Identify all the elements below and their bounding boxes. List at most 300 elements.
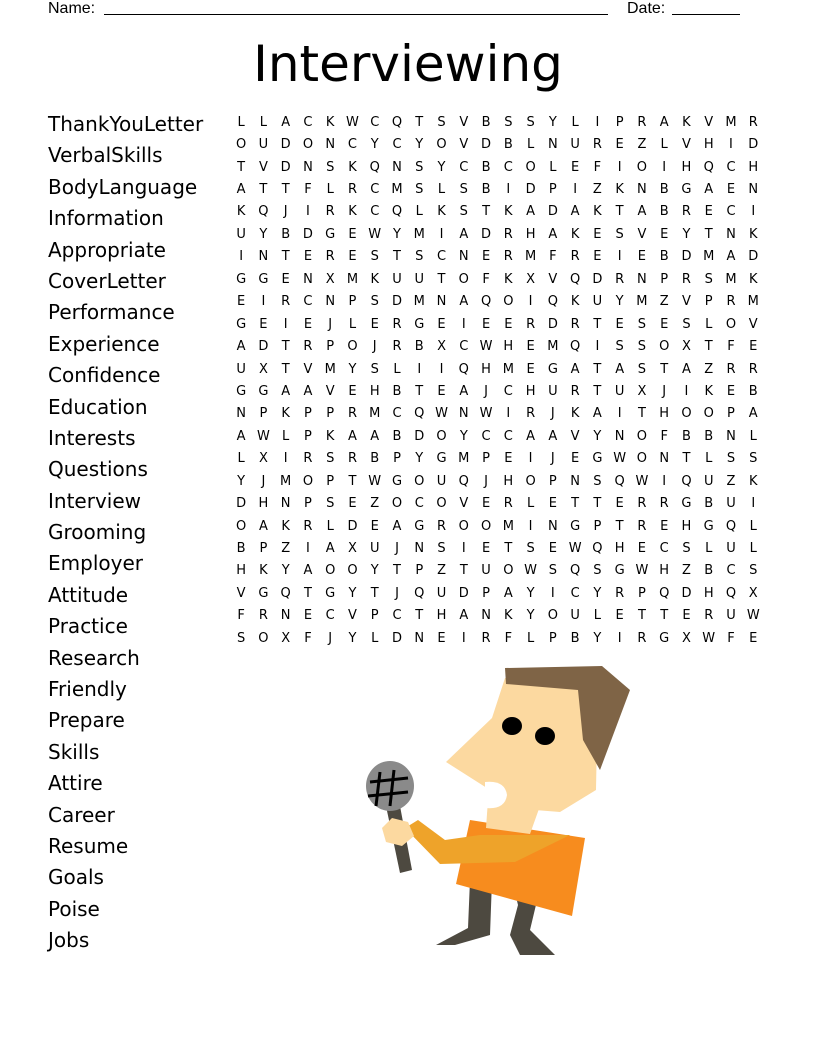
grid-cell[interactable]: M xyxy=(725,271,737,287)
grid-cell[interactable]: R xyxy=(347,182,357,198)
grid-cell[interactable]: Z xyxy=(704,361,714,377)
grid-cell[interactable]: T xyxy=(637,406,646,422)
grid-cell[interactable]: J xyxy=(328,630,333,646)
grid-cell[interactable]: K xyxy=(281,406,290,422)
grid-cell[interactable]: E xyxy=(481,541,491,557)
grid-cell[interactable]: Z xyxy=(659,294,669,310)
grid-cell[interactable]: O xyxy=(525,473,536,489)
grid-cell[interactable]: Y xyxy=(348,585,357,601)
grid-cell[interactable]: Q xyxy=(480,294,492,310)
grid-cell[interactable]: I xyxy=(439,361,444,377)
grid-cell[interactable]: Q xyxy=(703,159,714,175)
grid-cell[interactable]: Y xyxy=(437,159,446,175)
grid-cell[interactable]: A xyxy=(548,226,558,242)
grid-cell[interactable]: T xyxy=(281,249,290,265)
grid-cell[interactable]: L xyxy=(749,518,757,534)
grid-cell[interactable]: S xyxy=(326,451,335,467)
grid-cell[interactable]: W xyxy=(568,541,582,557)
grid-cell[interactable]: I xyxy=(506,182,511,198)
grid-cell[interactable]: T xyxy=(571,496,580,512)
grid-cell[interactable]: W xyxy=(746,608,760,624)
grid-cell[interactable]: A xyxy=(459,608,469,624)
grid-cell[interactable]: P xyxy=(393,451,401,467)
grid-cell[interactable]: O xyxy=(703,406,714,422)
grid-cell[interactable]: C xyxy=(726,204,736,220)
grid-cell[interactable]: X xyxy=(526,271,536,287)
grid-cell[interactable]: E xyxy=(571,159,580,175)
grid-cell[interactable]: P xyxy=(482,585,490,601)
grid-cell[interactable]: J xyxy=(484,473,488,489)
grid-cell[interactable]: M xyxy=(346,271,359,287)
grid-cell[interactable]: I xyxy=(662,159,667,175)
grid-cell[interactable]: I xyxy=(239,249,244,265)
grid-cell[interactable]: L xyxy=(571,114,579,130)
grid-cell[interactable]: E xyxy=(281,271,290,287)
grid-cell[interactable]: A xyxy=(459,226,469,242)
grid-cell[interactable]: I xyxy=(506,406,511,422)
grid-cell[interactable]: E xyxy=(548,541,557,557)
grid-cell[interactable]: W xyxy=(256,428,270,444)
grid-cell[interactable]: C xyxy=(481,428,491,444)
grid-cell[interactable]: I xyxy=(461,630,466,646)
grid-cell[interactable]: P xyxy=(326,473,335,489)
grid-cell[interactable]: D xyxy=(525,182,536,198)
grid-cell[interactable]: B xyxy=(659,182,669,198)
grid-cell[interactable]: R xyxy=(637,114,647,130)
grid-cell[interactable]: I xyxy=(729,137,733,153)
grid-cell[interactable]: H xyxy=(659,406,670,422)
grid-cell[interactable]: U xyxy=(236,361,246,377)
grid-cell[interactable]: S xyxy=(370,361,379,377)
grid-cell[interactable]: E xyxy=(481,316,491,332)
grid-cell[interactable]: R xyxy=(392,316,402,332)
grid-cell[interactable]: M xyxy=(502,518,514,534)
grid-cell[interactable]: L xyxy=(526,630,535,646)
grid-cell[interactable]: A xyxy=(704,182,714,198)
grid-cell[interactable]: Y xyxy=(415,451,424,467)
grid-cell[interactable]: B xyxy=(681,428,691,444)
grid-cell[interactable]: R xyxy=(704,608,714,624)
grid-cell[interactable]: N xyxy=(547,518,558,534)
grid-cell[interactable]: C xyxy=(370,114,380,130)
grid-cell[interactable]: N xyxy=(547,137,558,153)
grid-cell[interactable]: G xyxy=(236,383,247,399)
grid-cell[interactable]: R xyxy=(303,339,313,355)
grid-cell[interactable]: P xyxy=(348,294,357,310)
grid-cell[interactable]: Z xyxy=(592,182,602,198)
grid-cell[interactable]: P xyxy=(660,271,669,287)
grid-cell[interactable]: E xyxy=(548,496,557,512)
grid-cell[interactable]: V xyxy=(748,316,758,332)
grid-cell[interactable]: T xyxy=(437,271,446,287)
grid-cell[interactable]: R xyxy=(281,294,291,310)
grid-cell[interactable]: A xyxy=(526,428,536,444)
grid-cell[interactable]: W xyxy=(435,406,448,422)
grid-cell[interactable]: F xyxy=(482,271,490,287)
grid-cell[interactable]: O xyxy=(547,608,558,624)
grid-cell[interactable]: S xyxy=(637,339,647,355)
grid-cell[interactable]: U xyxy=(258,137,269,153)
grid-cell[interactable]: E xyxy=(749,630,758,646)
grid-cell[interactable]: V xyxy=(459,496,469,512)
grid-cell[interactable]: M xyxy=(280,473,292,489)
grid-cell[interactable]: Z xyxy=(637,137,647,153)
grid-cell[interactable]: H xyxy=(503,473,514,489)
grid-cell[interactable]: Q xyxy=(547,294,558,310)
grid-cell[interactable]: V xyxy=(637,226,647,242)
grid-cell[interactable]: U xyxy=(436,473,447,489)
grid-cell[interactable]: N xyxy=(280,496,291,512)
grid-cell[interactable]: D xyxy=(681,585,692,601)
grid-cell[interactable]: Y xyxy=(526,608,535,624)
grid-cell[interactable]: Q xyxy=(570,563,581,579)
grid-cell[interactable]: H xyxy=(436,608,447,624)
grid-cell[interactable]: J xyxy=(328,316,333,332)
grid-cell[interactable]: S xyxy=(459,204,468,220)
grid-cell[interactable]: E xyxy=(726,383,736,399)
grid-cell[interactable]: B xyxy=(704,428,714,444)
grid-cell[interactable]: R xyxy=(570,316,580,332)
grid-cell[interactable]: N xyxy=(392,159,402,175)
grid-cell[interactable]: N xyxy=(325,294,336,310)
grid-cell[interactable]: K xyxy=(370,271,379,287)
grid-cell[interactable]: G xyxy=(236,271,247,287)
grid-cell[interactable]: Q xyxy=(458,473,469,489)
grid-cell[interactable]: A xyxy=(526,204,536,220)
grid-cell[interactable]: U xyxy=(614,383,625,399)
grid-cell[interactable]: O xyxy=(458,518,469,534)
grid-cell[interactable]: V xyxy=(681,137,691,153)
grid-cell[interactable]: X xyxy=(258,361,268,377)
grid-cell[interactable]: G xyxy=(391,473,403,489)
grid-cell[interactable]: Z xyxy=(281,541,291,557)
grid-cell[interactable]: O xyxy=(302,137,314,153)
grid-cell[interactable]: A xyxy=(570,204,580,220)
grid-cell[interactable]: T xyxy=(459,563,468,579)
grid-cell[interactable]: P xyxy=(727,406,735,422)
grid-cell[interactable]: T xyxy=(682,451,691,467)
grid-cell[interactable]: C xyxy=(392,406,402,422)
grid-cell[interactable]: I xyxy=(261,294,266,310)
date-field[interactable] xyxy=(672,14,740,15)
grid-cell[interactable]: R xyxy=(437,518,447,534)
grid-cell[interactable]: I xyxy=(684,383,689,399)
grid-cell[interactable]: T xyxy=(593,316,602,332)
grid-cell[interactable]: N xyxy=(481,608,491,624)
grid-cell[interactable]: Y xyxy=(593,428,602,444)
grid-cell[interactable]: D xyxy=(681,249,692,265)
grid-cell[interactable]: T xyxy=(593,496,602,512)
grid-cell[interactable]: Y xyxy=(393,226,401,242)
grid-cell[interactable]: K xyxy=(570,294,580,310)
grid-cell[interactable]: Z xyxy=(726,473,736,489)
grid-cell[interactable]: C xyxy=(570,585,580,601)
grid-cell[interactable]: R xyxy=(637,518,647,534)
grid-cell[interactable]: E xyxy=(749,339,758,355)
grid-cell[interactable]: G xyxy=(592,451,603,467)
grid-cell[interactable]: Q xyxy=(414,406,425,422)
grid-cell[interactable]: D xyxy=(547,316,558,332)
grid-cell[interactable]: E xyxy=(481,249,491,265)
grid-cell[interactable]: T xyxy=(281,361,290,377)
grid-cell[interactable]: A xyxy=(637,204,647,220)
grid-cell[interactable]: S xyxy=(637,361,647,377)
grid-cell[interactable]: M xyxy=(747,294,759,310)
grid-cell[interactable]: I xyxy=(306,204,310,220)
grid-cell[interactable]: S xyxy=(370,249,379,265)
grid-cell[interactable]: G xyxy=(258,271,269,287)
grid-cell[interactable]: K xyxy=(748,473,758,489)
grid-cell[interactable]: U xyxy=(436,585,447,601)
grid-cell[interactable]: I xyxy=(617,249,622,265)
grid-cell[interactable]: M xyxy=(413,294,425,310)
grid-cell[interactable]: X xyxy=(325,271,335,287)
grid-cell[interactable]: E xyxy=(704,204,713,220)
grid-cell[interactable]: O xyxy=(258,630,269,646)
grid-cell[interactable]: T xyxy=(348,473,357,489)
grid-cell[interactable]: E xyxy=(615,316,624,332)
grid-cell[interactable]: G xyxy=(414,518,425,534)
grid-cell[interactable]: Y xyxy=(526,585,535,601)
grid-cell[interactable]: N xyxy=(458,249,469,265)
grid-cell[interactable]: G xyxy=(414,316,425,332)
grid-cell[interactable]: S xyxy=(437,114,446,130)
grid-cell[interactable]: R xyxy=(659,496,669,512)
grid-cell[interactable]: B xyxy=(748,383,758,399)
grid-cell[interactable]: I xyxy=(439,226,444,242)
grid-cell[interactable]: R xyxy=(325,249,335,265)
grid-cell[interactable]: A xyxy=(236,428,246,444)
grid-cell[interactable]: U xyxy=(392,271,402,287)
grid-cell[interactable]: C xyxy=(370,182,380,198)
grid-cell[interactable]: O xyxy=(480,518,492,534)
grid-cell[interactable]: S xyxy=(682,541,691,557)
grid-cell[interactable]: W xyxy=(346,114,359,130)
grid-cell[interactable]: S xyxy=(326,496,335,512)
grid-cell[interactable]: R xyxy=(526,316,536,332)
grid-cell[interactable]: W xyxy=(613,451,627,467)
grid-cell[interactable]: R xyxy=(503,226,513,242)
grid-cell[interactable]: E xyxy=(303,608,313,624)
grid-cell[interactable]: D xyxy=(458,585,469,601)
grid-cell[interactable]: R xyxy=(726,361,736,377)
grid-cell[interactable]: H xyxy=(525,226,536,242)
grid-cell[interactable]: C xyxy=(392,137,402,153)
grid-cell[interactable]: K xyxy=(748,271,758,287)
grid-cell[interactable]: Q xyxy=(391,114,403,130)
grid-cell[interactable]: H xyxy=(525,383,536,399)
grid-cell[interactable]: N xyxy=(414,630,425,646)
grid-cell[interactable]: E xyxy=(615,137,624,153)
grid-cell[interactable]: O xyxy=(302,473,314,489)
grid-cell[interactable]: Y xyxy=(548,114,557,130)
grid-cell[interactable]: A xyxy=(503,585,513,601)
grid-cell[interactable]: R xyxy=(481,630,491,646)
grid-cell[interactable]: U xyxy=(726,608,736,624)
grid-cell[interactable]: E xyxy=(504,316,513,332)
grid-cell[interactable]: R xyxy=(592,137,602,153)
grid-cell[interactable]: Y xyxy=(415,137,424,153)
grid-cell[interactable]: L xyxy=(660,137,668,153)
grid-cell[interactable]: Q xyxy=(458,361,469,377)
grid-cell[interactable]: I xyxy=(573,182,578,198)
grid-cell[interactable]: B xyxy=(481,114,491,130)
grid-cell[interactable]: L xyxy=(705,316,713,332)
grid-cell[interactable]: W xyxy=(479,339,493,355)
grid-cell[interactable]: S xyxy=(415,159,424,175)
grid-cell[interactable]: E xyxy=(437,383,446,399)
grid-cell[interactable]: T xyxy=(704,339,713,355)
grid-cell[interactable]: Q xyxy=(614,473,625,489)
grid-cell[interactable]: P xyxy=(304,428,312,444)
grid-cell[interactable]: K xyxy=(259,563,268,579)
grid-cell[interactable]: B xyxy=(503,137,513,153)
grid-cell[interactable]: W xyxy=(702,630,716,646)
grid-cell[interactable]: R xyxy=(570,383,580,399)
grid-cell[interactable]: K xyxy=(504,608,513,624)
grid-cell[interactable]: D xyxy=(748,137,759,153)
grid-cell[interactable]: A xyxy=(392,518,402,534)
grid-cell[interactable]: P xyxy=(259,541,268,557)
grid-cell[interactable]: S xyxy=(370,294,379,310)
grid-cell[interactable]: B xyxy=(659,249,669,265)
grid-cell[interactable]: H xyxy=(614,541,625,557)
grid-cell[interactable]: C xyxy=(726,563,736,579)
grid-cell[interactable]: L xyxy=(393,361,401,377)
grid-cell[interactable]: R xyxy=(503,496,513,512)
grid-cell[interactable]: F xyxy=(727,630,735,646)
grid-cell[interactable]: O xyxy=(636,159,648,175)
grid-cell[interactable]: Y xyxy=(370,137,379,153)
grid-cell[interactable]: M xyxy=(524,249,537,265)
grid-cell[interactable]: L xyxy=(526,137,535,153)
grid-cell[interactable]: R xyxy=(615,585,625,601)
grid-cell[interactable]: I xyxy=(751,496,756,512)
grid-cell[interactable]: L xyxy=(437,182,446,198)
grid-cell[interactable]: L xyxy=(526,496,535,512)
grid-cell[interactable]: L xyxy=(237,114,245,130)
grid-cell[interactable]: T xyxy=(615,518,624,534)
grid-cell[interactable]: S xyxy=(237,630,246,646)
grid-cell[interactable]: H xyxy=(681,518,692,534)
grid-cell[interactable]: J xyxy=(372,339,377,355)
grid-cell[interactable]: A xyxy=(570,361,580,377)
grid-cell[interactable]: T xyxy=(281,339,290,355)
grid-cell[interactable]: Z xyxy=(370,496,380,512)
grid-cell[interactable]: X xyxy=(258,451,268,467)
grid-cell[interactable]: O xyxy=(347,339,358,355)
grid-cell[interactable]: N xyxy=(726,226,736,242)
grid-cell[interactable]: P xyxy=(615,114,624,130)
grid-cell[interactable]: W xyxy=(368,473,382,489)
grid-cell[interactable]: G xyxy=(614,563,625,579)
grid-cell[interactable]: N xyxy=(614,428,625,444)
grid-cell[interactable]: J xyxy=(395,585,399,601)
grid-cell[interactable]: K xyxy=(325,428,335,444)
grid-cell[interactable]: V xyxy=(548,271,558,287)
grid-cell[interactable]: N xyxy=(637,182,647,198)
grid-cell[interactable]: T xyxy=(637,608,646,624)
grid-cell[interactable]: G xyxy=(325,585,336,601)
grid-cell[interactable]: C xyxy=(726,159,736,175)
grid-cell[interactable]: C xyxy=(325,608,335,624)
grid-cell[interactable]: K xyxy=(504,271,513,287)
grid-cell[interactable]: E xyxy=(370,518,379,534)
grid-cell[interactable]: I xyxy=(617,630,622,646)
grid-cell[interactable]: L xyxy=(259,114,268,130)
grid-cell[interactable]: T xyxy=(660,361,669,377)
grid-cell[interactable]: G xyxy=(258,585,269,601)
grid-cell[interactable]: D xyxy=(414,428,425,444)
grid-cell[interactable]: C xyxy=(503,159,513,175)
grid-cell[interactable]: Q xyxy=(659,585,670,601)
grid-cell[interactable]: G xyxy=(681,182,692,198)
grid-cell[interactable]: P xyxy=(304,496,312,512)
grid-cell[interactable]: I xyxy=(528,518,533,534)
grid-cell[interactable]: R xyxy=(681,271,691,287)
grid-cell[interactable]: Y xyxy=(237,473,246,489)
grid-cell[interactable]: J xyxy=(395,541,399,557)
grid-cell[interactable]: A xyxy=(281,383,291,399)
grid-cell[interactable]: T xyxy=(593,361,602,377)
grid-cell[interactable]: S xyxy=(593,563,602,579)
grid-cell[interactable]: D xyxy=(347,518,358,534)
grid-cell[interactable]: L xyxy=(705,451,713,467)
grid-cell[interactable]: S xyxy=(415,249,424,265)
grid-cell[interactable]: L xyxy=(749,541,757,557)
grid-cell[interactable]: E xyxy=(660,316,669,332)
grid-cell[interactable]: H xyxy=(369,383,380,399)
grid-cell[interactable]: E xyxy=(303,316,313,332)
grid-cell[interactable]: U xyxy=(481,563,491,579)
grid-cell[interactable]: H xyxy=(236,563,247,579)
grid-cell[interactable]: T xyxy=(281,182,290,198)
grid-cell[interactable]: R xyxy=(347,451,357,467)
grid-cell[interactable]: Q xyxy=(258,204,269,220)
grid-cell[interactable]: L xyxy=(237,451,245,467)
grid-cell[interactable]: H xyxy=(703,585,714,601)
grid-cell[interactable]: N xyxy=(637,271,647,287)
grid-cell[interactable]: C xyxy=(659,541,669,557)
grid-cell[interactable]: A xyxy=(236,182,246,198)
grid-cell[interactable]: D xyxy=(258,339,269,355)
grid-cell[interactable]: L xyxy=(705,541,713,557)
grid-cell[interactable]: I xyxy=(595,114,600,130)
grid-cell[interactable]: S xyxy=(459,182,468,198)
grid-cell[interactable]: U xyxy=(548,383,558,399)
grid-cell[interactable]: Z xyxy=(437,563,446,579)
grid-cell[interactable]: T xyxy=(704,226,713,242)
grid-cell[interactable]: Y xyxy=(459,428,468,444)
grid-cell[interactable]: P xyxy=(259,406,268,422)
grid-cell[interactable]: L xyxy=(326,182,334,198)
grid-cell[interactable]: R xyxy=(303,451,313,467)
grid-cell[interactable]: T xyxy=(415,114,424,130)
grid-cell[interactable]: G xyxy=(236,316,247,332)
grid-cell[interactable]: A xyxy=(258,518,268,534)
grid-cell[interactable]: C xyxy=(459,159,469,175)
grid-cell[interactable]: X xyxy=(681,630,691,646)
grid-cell[interactable]: X xyxy=(637,383,647,399)
grid-cell[interactable]: M xyxy=(703,249,715,265)
grid-cell[interactable]: S xyxy=(526,541,535,557)
grid-cell[interactable]: Y xyxy=(259,226,268,242)
grid-cell[interactable]: W xyxy=(524,563,538,579)
grid-cell[interactable]: F xyxy=(304,182,312,198)
grid-cell[interactable]: V xyxy=(236,585,246,601)
grid-cell[interactable]: J xyxy=(261,473,266,489)
grid-cell[interactable]: B xyxy=(392,428,402,444)
